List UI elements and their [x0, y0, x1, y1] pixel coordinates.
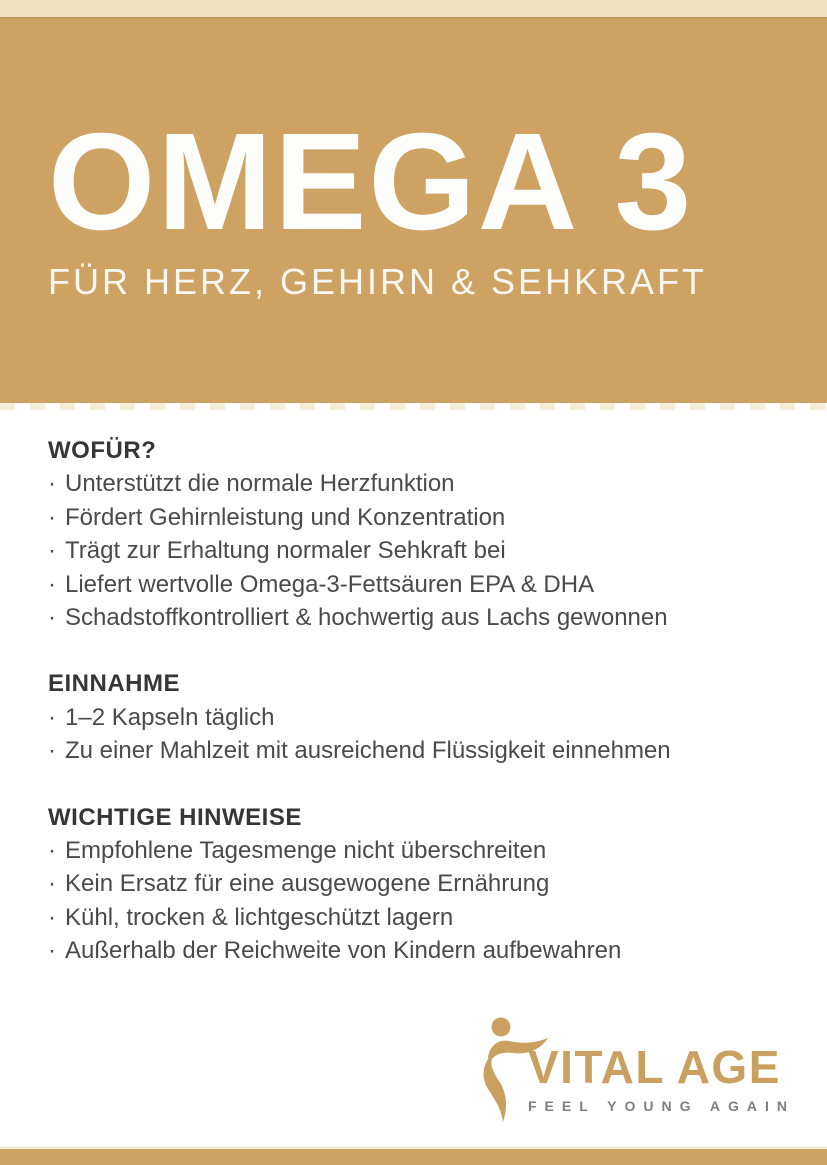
section-heading: WICHTIGE HINWEISE	[48, 803, 302, 831]
bullet-list	[48, 701, 787, 768]
product-title: OMEGA 3	[48, 105, 694, 259]
list-item: · Schadstoffkontrolliert & hochwertig aus Lachs gewonnen	[48, 601, 787, 634]
bullet-list	[48, 467, 787, 634]
section-heading: WOFÜR?	[48, 437, 157, 464]
list-item: · Liefert wertvolle Omega-3-Fettsäuren EPA & DHA	[48, 568, 787, 601]
list-item: · Zu einer Mahlzeit mit ausreichend Flüssigkeit einnehmen	[48, 734, 787, 767]
list-item: · Empfohlene Tagesmenge nicht überschreiten	[48, 834, 787, 867]
content	[0, 410, 827, 968]
bullet-list	[48, 834, 787, 968]
brand-logo	[480, 1013, 795, 1125]
banner	[0, 19, 827, 403]
section-heading: EINNAHME	[48, 670, 181, 698]
list-item: · 1–2 Kapseln täglich	[48, 701, 787, 734]
brand-name: VITAL AGE	[528, 1041, 781, 1093]
product-subtitle: FÜR HERZ, GEHIRN & SEHKRAFT	[48, 261, 708, 302]
bottom-accent-bar	[0, 1147, 827, 1165]
section-wofuer	[48, 434, 787, 634]
top-accent-strip	[0, 0, 827, 19]
list-item: · Trägt zur Erhaltung normaler Sehkraft bei	[48, 534, 787, 567]
list-item: · Unterstützt die normale Herzfunktion	[48, 467, 787, 500]
section-wichtige-hinweise	[48, 801, 787, 968]
list-item: · Fördert Gehirnleistung und Konzentration	[48, 501, 787, 534]
brand-text	[528, 1013, 795, 1114]
list-item: · Kühl, trocken & lichtgeschützt lagern	[48, 901, 787, 934]
section-einnahme	[48, 667, 787, 767]
list-item: · Kein Ersatz für eine ausgewogene Ernährung	[48, 867, 787, 900]
brand-tagline: FEEL YOUNG AGAIN	[528, 1098, 795, 1114]
dashed-divider	[0, 403, 827, 410]
list-item: · Außerhalb der Reichweite von Kindern aufbewahren	[48, 934, 787, 967]
